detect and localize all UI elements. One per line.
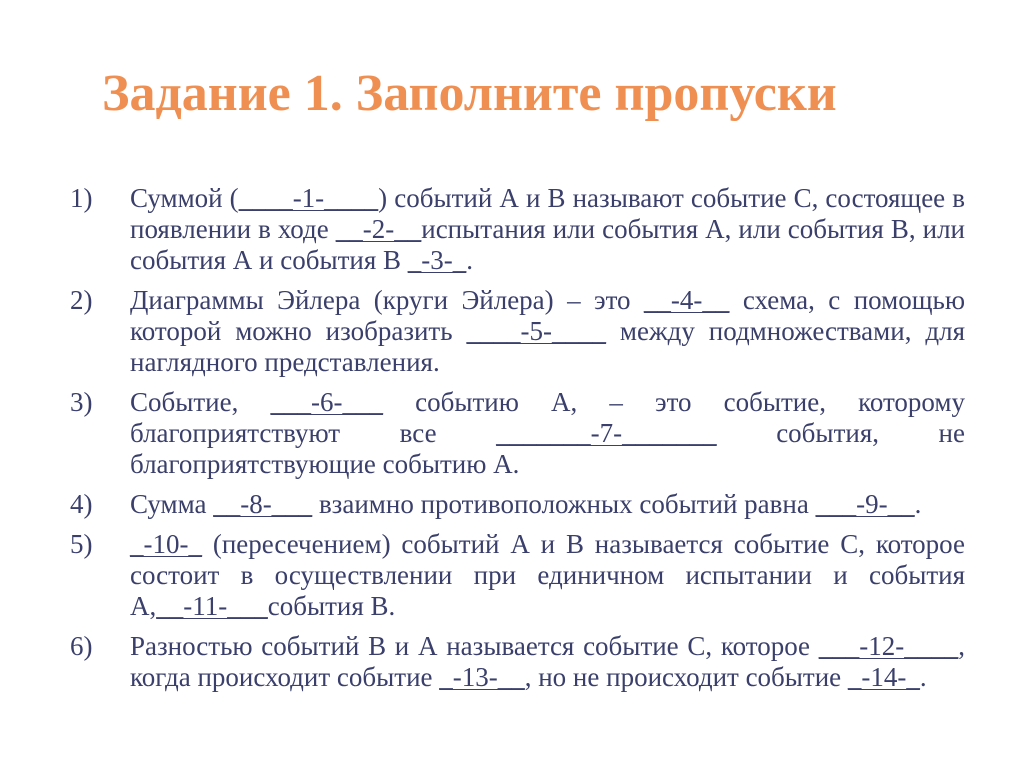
task-text <box>130 489 965 520</box>
fill-in-blank: _-3-_ <box>407 245 467 275</box>
fill-in-blank: ___-6-___ <box>270 387 383 417</box>
fill-in-blank: ___-9-__ <box>815 489 915 519</box>
task-item <box>70 285 965 378</box>
fill-in-blank: __-2-__ <box>335 214 422 244</box>
task-item <box>70 529 965 622</box>
fill-in-blank: _-13-__ <box>439 662 525 692</box>
fill-in-blank: _-10-_ <box>130 529 202 559</box>
task-text-segment: (пересечением) событий А и В называется событие С, которое состоит в осуществлении при единичном испытании и события А, <box>130 529 965 621</box>
task-number: 2) <box>70 285 93 315</box>
task-text-segment: . <box>919 662 927 692</box>
task-text-segment: между подмножествами, для наглядного представления. <box>130 316 965 377</box>
task-text-segment: Разностью событий В и А называется событие С, которое <box>130 631 819 661</box>
slide-title: Задание 1. Заполните пропуски <box>102 65 837 122</box>
fill-in-blank: ____-5-____ <box>466 316 606 346</box>
task-list <box>70 183 965 702</box>
task-text-segment: схема, с помощью которой можно изобразить <box>130 285 965 346</box>
task-number: 5) <box>70 529 93 559</box>
task-text <box>130 183 965 276</box>
task-number: 6) <box>70 631 93 661</box>
task-text-segment: ) событий А и В называют событие С, состоящее в появлении в ходе <box>130 183 966 244</box>
task-number: 1) <box>70 183 93 213</box>
fill-in-blank: __-11-___ <box>156 591 268 621</box>
task-text-segment: испытания или события А, или события В, или события А и события В <box>130 214 965 275</box>
task-text <box>130 285 965 378</box>
task-text-segment: . <box>466 245 473 275</box>
task-text <box>130 631 965 693</box>
task-text-segment: Сумма <box>130 489 214 519</box>
task-text-segment: , когда происходит событие <box>130 631 965 692</box>
fill-in-blank: ____-1-____ <box>238 183 379 213</box>
task-text <box>130 529 965 622</box>
task-text-segment: взаимно противоположных событий равна <box>312 489 816 519</box>
fill-in-blank: ___-12-____ <box>818 631 959 661</box>
task-item <box>70 489 965 520</box>
task-text-segment: событию А, – это событие, которому благоприятствуют все <box>130 387 966 448</box>
task-text-segment: события, не благоприятствующие событию А. <box>130 418 965 479</box>
fill-in-blank: _-14-_ <box>847 662 920 692</box>
fill-in-blank: _______-7-_______ <box>496 418 717 448</box>
task-item <box>70 631 965 693</box>
task-text-segment: Событие, <box>130 387 271 417</box>
fill-in-blank: __-4-__ <box>643 285 730 315</box>
task-number: 3) <box>70 387 93 417</box>
task-text-segment: , но не происходит событие <box>524 662 848 692</box>
task-text <box>130 387 965 480</box>
task-text-segment: события В. <box>267 591 396 621</box>
task-text-segment: Диаграммы Эйлера (круги Эйлера) – это <box>130 285 644 315</box>
task-item <box>70 183 965 276</box>
fill-in-blank: __-8-___ <box>213 489 313 519</box>
task-text-segment: . <box>914 489 922 519</box>
task-text-segment: Суммой ( <box>130 183 239 213</box>
task-item <box>70 387 965 480</box>
task-number: 4) <box>70 489 93 519</box>
